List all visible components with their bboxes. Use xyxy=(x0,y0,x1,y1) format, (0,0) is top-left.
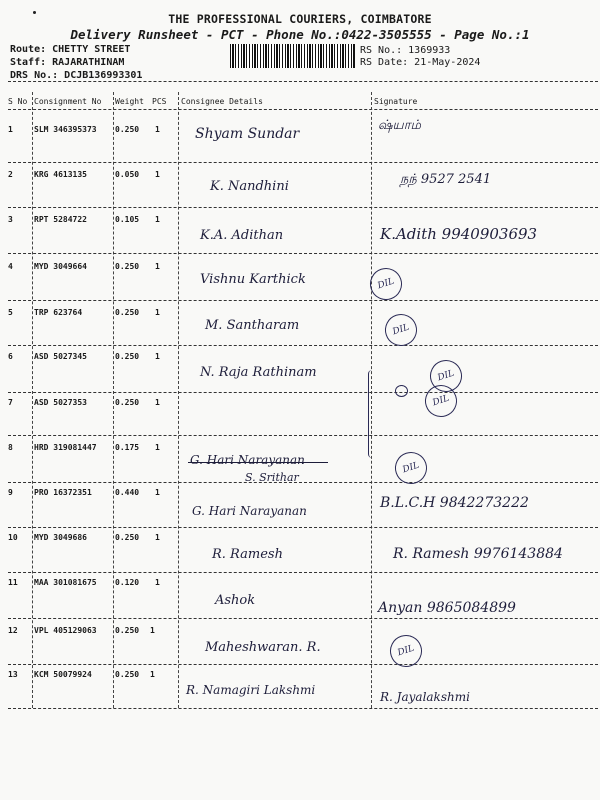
row-13-consignee: R. Namagiri Lakshmi xyxy=(186,683,316,697)
divider xyxy=(8,109,598,110)
row-6-sno: 6 xyxy=(8,352,13,361)
row-divider xyxy=(8,482,598,483)
row-6-pcs: 1 xyxy=(155,352,160,361)
grouping-brace xyxy=(368,370,377,458)
row-5-consignment: TRP 623764 xyxy=(34,308,83,317)
col-header-weight: Weight xyxy=(115,97,144,106)
row-12-pcs: 1 xyxy=(150,626,155,635)
row-13-signature: R. Jayalakshmi xyxy=(380,690,470,704)
row-2-consignment: KRG 4613135 xyxy=(34,170,87,179)
row-13-sno: 13 xyxy=(8,670,18,679)
col-header-consignment: Consignment No xyxy=(34,97,102,106)
row-3-consignee: K.A. Adithan xyxy=(200,228,284,243)
row-9-pcs: 1 xyxy=(155,488,160,497)
row-10-consignment: MYD 3049686 xyxy=(34,533,87,542)
row-6-signature: DIL xyxy=(426,356,466,396)
divider xyxy=(8,81,598,82)
row-divider xyxy=(8,435,598,436)
row-10-signature: R. Ramesh 9976143884 xyxy=(393,546,563,562)
row-2-sno: 2 xyxy=(8,170,13,179)
row-10-weight: 0.250 xyxy=(115,533,140,542)
row-12-consignment: VPL 405129063 xyxy=(34,626,97,635)
row-divider xyxy=(8,572,598,573)
row-3-consignment: RPT 5284722 xyxy=(34,215,87,224)
row-9-sno: 9 xyxy=(8,488,13,497)
row-12-weight: 0.250 xyxy=(115,626,140,635)
row-divider xyxy=(8,708,598,709)
row-1-weight: 0.250 xyxy=(115,125,140,134)
row-9-consignment: PRO 16372351 xyxy=(34,488,92,497)
row-1-pcs: 1 xyxy=(155,125,160,134)
row-7-signature: DIL xyxy=(421,381,461,421)
row-6-consignee: N. Raja Rathinam xyxy=(200,365,317,380)
strike-through xyxy=(188,462,328,463)
row-divider xyxy=(8,162,598,163)
row-divider xyxy=(8,618,598,619)
row-13-pcs: 1 xyxy=(150,670,155,679)
row-13-weight: 0.250 xyxy=(115,670,140,679)
col-header-pcs: PCS xyxy=(152,97,167,106)
row-11-weight: 0.120 xyxy=(115,578,140,587)
row-8-signature: DIL xyxy=(391,448,431,488)
row-divider xyxy=(8,207,598,208)
row-6-consignment: ASD 5027345 xyxy=(34,352,87,361)
row-1-consignment: SLM 346395373 xyxy=(34,125,97,134)
row-11-consignee: Ashok xyxy=(215,593,256,608)
col-header-consignee: Consignee Details xyxy=(181,97,263,106)
row-1-consignee: Shyam Sundar xyxy=(195,126,300,142)
row-12-sno: 12 xyxy=(8,626,18,635)
row-8-consignee: G. Hari Narayanan xyxy=(190,453,305,467)
runsheet-subtitle: Delivery Runsheet - PCT - Phone No.:0422-3505555 - Page No.:1 xyxy=(70,27,530,42)
row-6-weight: 0.250 xyxy=(115,352,140,361)
row-11-signature: Anyan 9865084899 xyxy=(378,600,516,616)
rs-date: RS Date: 21-May-2024 xyxy=(360,57,481,68)
row-1-signature: ஷ்யாம் xyxy=(378,118,421,133)
staff-label: Staff: RAJARATHINAM xyxy=(10,57,125,68)
row-2-weight: 0.050 xyxy=(115,170,140,179)
row-13-consignment: KCM 50079924 xyxy=(34,670,92,679)
row-11-sno: 11 xyxy=(8,578,18,587)
row-3-pcs: 1 xyxy=(155,215,160,224)
row-7-sno: 7 xyxy=(8,398,13,407)
row-9-weight: 0.440 xyxy=(115,488,140,497)
row-10-pcs: 1 xyxy=(155,533,160,542)
row-4-signature: DIL xyxy=(366,264,406,304)
row-1-sno: 1 xyxy=(8,125,13,134)
row-divider xyxy=(8,300,598,301)
row-divider xyxy=(8,253,598,254)
row-divider xyxy=(8,527,598,528)
row-2-signature: நந் 9527 2541 xyxy=(400,172,492,187)
row-4-weight: 0.250 xyxy=(115,262,140,271)
row-2-pcs: 1 xyxy=(155,170,160,179)
row-7-pcs: 1 xyxy=(155,398,160,407)
row-12-signature: DIL xyxy=(386,631,426,671)
row-4-consignee: Vishnu Karthick xyxy=(200,272,306,287)
row-9-signature: B.L.C.H 9842273222 xyxy=(380,495,529,511)
barcode xyxy=(230,44,355,68)
column-rule xyxy=(178,92,179,708)
row-7-consignment: ASD 5027353 xyxy=(34,398,87,407)
drs-label: DRS No.: DCJB136993301 xyxy=(10,70,143,81)
row-5-sno: 5 xyxy=(8,308,13,317)
row-8-consignment: HRD 319081447 xyxy=(34,443,97,452)
col-header-signature: Signature xyxy=(374,97,418,106)
row-11-pcs: 1 xyxy=(155,578,160,587)
col-header-sno: S No xyxy=(8,97,28,106)
row-8-pcs: 1 xyxy=(155,443,160,452)
row-3-signature: K.Adith 9940903693 xyxy=(380,225,538,243)
row-4-sno: 4 xyxy=(8,262,13,271)
row-4-consignment: MYD 3049664 xyxy=(34,262,87,271)
row-7-weight: 0.250 xyxy=(115,398,140,407)
row-12-consignee: Maheshwaran. R. xyxy=(205,640,321,655)
column-rule xyxy=(113,92,114,708)
column-rule xyxy=(32,92,33,708)
row-10-sno: 10 xyxy=(8,533,18,542)
small-circle-mark xyxy=(395,385,408,397)
row-5-signature: DIL xyxy=(381,310,421,350)
row-9-consignee: G. Hari Narayanan xyxy=(192,504,307,518)
row-3-sno: 3 xyxy=(8,215,13,224)
row-11-consignment: MAA 301081675 xyxy=(34,578,97,587)
row-8-weight: 0.175 xyxy=(115,443,140,452)
row-5-pcs: 1 xyxy=(155,308,160,317)
row-divider xyxy=(8,345,598,346)
row-divider xyxy=(8,664,598,665)
route-label: Route: CHETTY STREET xyxy=(10,44,131,55)
row-8-sno: 8 xyxy=(8,443,13,452)
rs-number: RS No.: 1369933 xyxy=(360,45,451,56)
row-divider xyxy=(8,392,598,393)
row-4-pcs: 1 xyxy=(155,262,160,271)
row-3-weight: 0.105 xyxy=(115,215,140,224)
row-5-weight: 0.250 xyxy=(115,308,140,317)
row-8-consignee-alt: S. Srithar xyxy=(245,471,299,484)
row-10-consignee: R. Ramesh xyxy=(212,547,283,562)
row-5-consignee: M. Santharam xyxy=(205,318,300,333)
company-title: THE PROFESSIONAL COURIERS, COIMBATORE xyxy=(168,12,432,26)
row-2-consignee: K. Nandhini xyxy=(210,179,289,194)
